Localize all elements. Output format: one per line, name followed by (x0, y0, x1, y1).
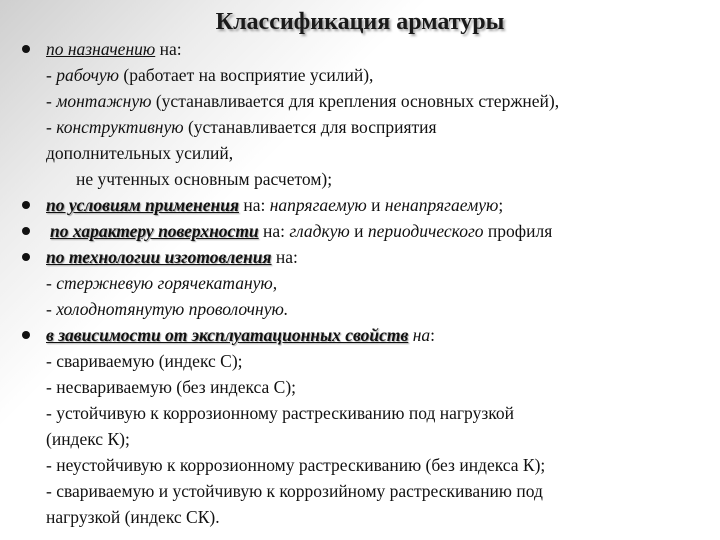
bullet-dot-icon (22, 227, 30, 235)
purpose-continuation-2: не учтенных основным расчетом); (76, 169, 333, 189)
bullet-technology (22, 244, 712, 270)
bullet-dot-icon (22, 331, 30, 339)
surface-term-2: периодического (367, 221, 484, 241)
item-desc: (устанавливается для крепления основных стержней), (151, 91, 560, 111)
surface-end: профиля (483, 221, 553, 241)
item-desc: (работает на восприятие усилий), (119, 65, 374, 85)
conditions-mid: на: (238, 195, 270, 215)
conditions-and: и (366, 195, 385, 215)
surface-and: и (349, 221, 368, 241)
slide-title: Классификация арматуры (215, 9, 505, 35)
operational-item: - свариваемую (индекс С); (46, 351, 243, 371)
technology-item-rod (22, 270, 712, 296)
surface-mid: на: (258, 221, 290, 241)
operational-item: (индекс К); (46, 429, 130, 449)
operational-item: - свариваемую и устойчивую к коррозийному растрескиванию под (46, 481, 543, 501)
bullet-conditions (22, 192, 712, 218)
item-text: - стержневую горячекатаную, (46, 273, 278, 293)
classification-list (22, 36, 712, 530)
operational-item: - неустойчивую к коррозионному растрескиванию (без индекса К); (46, 455, 546, 475)
purpose-header: по назначению (46, 39, 156, 59)
bullet-dot-icon (22, 253, 30, 261)
conditions-header: по условиям применения (46, 195, 239, 215)
surface-header: по характеру поверхности (50, 221, 259, 241)
bullet-operational (22, 322, 712, 348)
operational-tail-word: на (408, 325, 431, 345)
purpose-item-mounting (22, 88, 712, 114)
operational-item: нагрузкой (индекс СК). (46, 507, 220, 527)
technology-header: по технологии изготовления (46, 247, 272, 267)
item-term: - монтажную (46, 91, 152, 111)
item-term: - конструктивную (46, 117, 184, 137)
item-desc: (устанавливается для восприятия (183, 117, 437, 137)
bullet-dot-icon (22, 201, 30, 209)
conditions-end: ; (498, 195, 504, 215)
operational-item: - несвариваемую (без индекса С); (46, 377, 297, 397)
conditions-term-2: ненапрягаемую (384, 195, 499, 215)
bullet-purpose (22, 36, 712, 62)
operational-header: в зависимости от эксплуатационных свойств (46, 325, 409, 345)
purpose-item-working (22, 62, 712, 88)
bullet-dot-icon (22, 45, 30, 53)
conditions-term-1: напрягаемую (269, 195, 367, 215)
technology-tail: на: (271, 247, 298, 267)
purpose-continuation-1: дополнительных усилий, (46, 143, 234, 163)
surface-term-1: гладкую (289, 221, 350, 241)
item-text: - холоднотянутую проволочную. (46, 299, 289, 319)
item-term: - рабочую (46, 65, 120, 85)
operational-tail-colon: : (430, 325, 436, 345)
operational-item: - устойчивую к коррозионному растрескиванию под нагрузкой (46, 403, 514, 423)
technology-item-wire (22, 296, 712, 322)
purpose-item-structural (22, 114, 712, 140)
purpose-tail: на: (155, 39, 182, 59)
bullet-surface (22, 218, 712, 244)
